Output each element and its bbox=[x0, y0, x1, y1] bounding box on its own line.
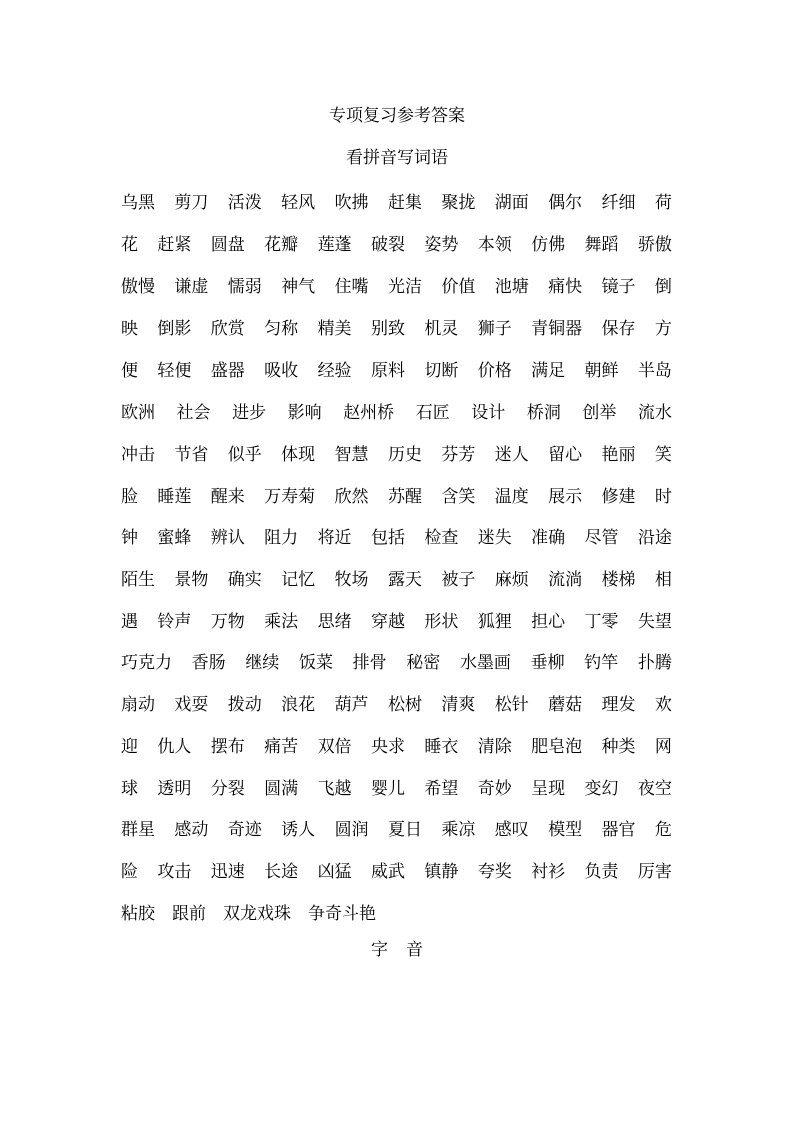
word: 吹拂 bbox=[334, 192, 369, 213]
word: 本领 bbox=[477, 234, 512, 255]
word: 满足 bbox=[531, 360, 566, 381]
word: 芬芳 bbox=[441, 444, 476, 465]
word: 节省 bbox=[174, 444, 209, 465]
text-line bbox=[121, 397, 672, 423]
word: 扑腾 bbox=[637, 652, 672, 673]
word: 水墨画 bbox=[459, 652, 511, 673]
word: 排骨 bbox=[352, 652, 387, 673]
word: 争奇斗艳 bbox=[308, 903, 376, 924]
word: 似乎 bbox=[227, 444, 262, 465]
word: 光洁 bbox=[387, 276, 422, 297]
word: 池塘 bbox=[494, 276, 529, 297]
word: 秘密 bbox=[406, 652, 441, 673]
word: 铃声 bbox=[157, 611, 192, 632]
word: 网 bbox=[654, 736, 672, 757]
word: 切断 bbox=[424, 360, 459, 381]
word: 仿佛 bbox=[531, 234, 566, 255]
word: 扇动 bbox=[121, 694, 155, 715]
word: 痛快 bbox=[548, 276, 583, 297]
word: 仇人 bbox=[157, 736, 192, 757]
word: 辨认 bbox=[210, 527, 245, 548]
word: 留心 bbox=[548, 444, 583, 465]
word: 荷 bbox=[654, 192, 672, 213]
word: 石匠 bbox=[415, 402, 450, 423]
word: 舞蹈 bbox=[584, 234, 619, 255]
word: 被子 bbox=[441, 569, 476, 590]
word: 智慧 bbox=[334, 444, 369, 465]
text-line bbox=[121, 522, 672, 548]
word: 历史 bbox=[387, 444, 422, 465]
word: 分裂 bbox=[210, 778, 245, 799]
word: 桥洞 bbox=[526, 402, 561, 423]
word: 含笑 bbox=[441, 486, 476, 507]
word: 景物 bbox=[174, 569, 209, 590]
word: 继续 bbox=[245, 652, 280, 673]
word: 迎 bbox=[121, 736, 138, 757]
word: 狮子 bbox=[477, 318, 512, 339]
word: 露天 bbox=[387, 569, 422, 590]
word: 奇妙 bbox=[477, 778, 512, 799]
word: 痛苦 bbox=[264, 736, 299, 757]
word: 器官 bbox=[601, 819, 636, 840]
word: 镜子 bbox=[601, 276, 636, 297]
word: 匀称 bbox=[264, 318, 299, 339]
word: 乌黑 bbox=[121, 192, 155, 213]
word: 清爽 bbox=[441, 694, 476, 715]
word: 迷失 bbox=[477, 527, 512, 548]
word: 睡衣 bbox=[424, 736, 459, 757]
word: 别致 bbox=[370, 318, 405, 339]
word: 清除 bbox=[477, 736, 512, 757]
word: 睡莲 bbox=[157, 486, 192, 507]
word: 葫芦 bbox=[334, 694, 369, 715]
word: 包括 bbox=[370, 527, 405, 548]
word: 诱人 bbox=[281, 819, 316, 840]
word: 乘法 bbox=[264, 611, 299, 632]
word: 欢 bbox=[654, 694, 672, 715]
word: 钟 bbox=[121, 527, 138, 548]
word: 夸奖 bbox=[477, 861, 512, 882]
word: 相 bbox=[654, 569, 672, 590]
word: 湖面 bbox=[494, 192, 529, 213]
word: 轻风 bbox=[281, 192, 316, 213]
word: 半岛 bbox=[637, 360, 672, 381]
word: 双龙戏珠 bbox=[223, 903, 291, 924]
word: 笑 bbox=[654, 444, 672, 465]
text-line bbox=[121, 229, 672, 255]
word: 准确 bbox=[531, 527, 566, 548]
word: 谦虚 bbox=[174, 276, 209, 297]
word: 钓竿 bbox=[584, 652, 619, 673]
text-line bbox=[121, 439, 672, 465]
word: 肥皂泡 bbox=[531, 736, 583, 757]
word: 攻击 bbox=[157, 861, 192, 882]
text-line bbox=[121, 689, 672, 715]
word: 映 bbox=[121, 318, 138, 339]
word: 蜜蜂 bbox=[157, 527, 192, 548]
word: 展示 bbox=[548, 486, 583, 507]
word: 拨动 bbox=[227, 694, 262, 715]
word: 姿势 bbox=[424, 234, 459, 255]
word: 花 bbox=[121, 234, 138, 255]
word: 失望 bbox=[637, 611, 672, 632]
word: 险 bbox=[121, 861, 138, 882]
word: 时 bbox=[654, 486, 672, 507]
word: 流水 bbox=[637, 402, 672, 423]
word: 浪花 bbox=[281, 694, 316, 715]
word: 夏日 bbox=[387, 819, 422, 840]
word: 进步 bbox=[232, 402, 267, 423]
text-line bbox=[121, 271, 672, 297]
word: 原料 bbox=[370, 360, 405, 381]
text-line bbox=[121, 856, 672, 882]
word: 模型 bbox=[548, 819, 583, 840]
word: 懦弱 bbox=[227, 276, 262, 297]
word: 欣赏 bbox=[210, 318, 245, 339]
word: 希望 bbox=[424, 778, 459, 799]
word: 检查 bbox=[424, 527, 459, 548]
word: 呈现 bbox=[531, 778, 566, 799]
text-line bbox=[121, 814, 672, 840]
word: 万物 bbox=[210, 611, 245, 632]
text-line bbox=[121, 773, 672, 799]
word: 负责 bbox=[584, 861, 619, 882]
word: 精美 bbox=[317, 318, 352, 339]
word: 衬衫 bbox=[531, 861, 566, 882]
word: 破裂 bbox=[370, 234, 405, 255]
word: 长途 bbox=[264, 861, 299, 882]
word: 香肠 bbox=[191, 652, 226, 673]
word: 蘑菇 bbox=[548, 694, 583, 715]
word: 体现 bbox=[281, 444, 316, 465]
word: 青铜器 bbox=[531, 318, 583, 339]
word: 理发 bbox=[601, 694, 636, 715]
text-line bbox=[121, 898, 672, 924]
text-line bbox=[121, 647, 672, 673]
word: 婴儿 bbox=[370, 778, 405, 799]
word: 朝鲜 bbox=[584, 360, 619, 381]
text-line bbox=[121, 606, 672, 632]
word: 种类 bbox=[601, 736, 636, 757]
word: 倒影 bbox=[157, 318, 192, 339]
document-title: 专项复习参考答案 bbox=[329, 106, 465, 126]
word: 社会 bbox=[176, 402, 211, 423]
word: 冲击 bbox=[121, 444, 155, 465]
word: 感动 bbox=[174, 819, 209, 840]
word: 厉害 bbox=[637, 861, 672, 882]
word: 偶尔 bbox=[548, 192, 583, 213]
word: 吸收 bbox=[264, 360, 299, 381]
word: 创举 bbox=[582, 402, 617, 423]
word: 变幻 bbox=[584, 778, 619, 799]
word: 价格 bbox=[477, 360, 512, 381]
word: 脸 bbox=[121, 486, 138, 507]
word: 牧场 bbox=[334, 569, 369, 590]
text-line bbox=[121, 313, 672, 339]
word: 奇迹 bbox=[227, 819, 262, 840]
word: 经验 bbox=[317, 360, 352, 381]
word: 形状 bbox=[424, 611, 459, 632]
word: 麻烦 bbox=[494, 569, 529, 590]
word: 双倍 bbox=[317, 736, 352, 757]
word: 央求 bbox=[370, 736, 405, 757]
word: 穿越 bbox=[370, 611, 405, 632]
word: 狐狸 bbox=[477, 611, 512, 632]
word: 摆布 bbox=[210, 736, 245, 757]
word: 机灵 bbox=[424, 318, 459, 339]
word: 遇 bbox=[121, 611, 138, 632]
word: 阻力 bbox=[264, 527, 299, 548]
word: 粘胶 bbox=[121, 903, 155, 924]
word: 圆润 bbox=[334, 819, 369, 840]
word: 巧克力 bbox=[121, 652, 172, 673]
word: 记忆 bbox=[281, 569, 316, 590]
text-line bbox=[121, 481, 672, 507]
word: 倒 bbox=[654, 276, 672, 297]
word: 修建 bbox=[601, 486, 636, 507]
word: 欧洲 bbox=[121, 402, 155, 423]
word: 神气 bbox=[281, 276, 316, 297]
word: 透明 bbox=[157, 778, 192, 799]
word: 迷人 bbox=[494, 444, 529, 465]
word: 迅速 bbox=[210, 861, 245, 882]
word: 温度 bbox=[494, 486, 529, 507]
text-line bbox=[121, 187, 672, 213]
word: 戏耍 bbox=[174, 694, 209, 715]
word: 飞越 bbox=[317, 778, 352, 799]
section-heading: 字音 bbox=[371, 940, 441, 960]
word: 影响 bbox=[287, 402, 322, 423]
word: 球 bbox=[121, 778, 138, 799]
word: 威武 bbox=[370, 861, 405, 882]
word: 聚拢 bbox=[441, 192, 476, 213]
word: 担心 bbox=[531, 611, 566, 632]
word: 乘凉 bbox=[441, 819, 476, 840]
word: 苏醒 bbox=[387, 486, 422, 507]
word: 沿途 bbox=[637, 527, 672, 548]
word: 价值 bbox=[441, 276, 476, 297]
word: 花瓣 bbox=[264, 234, 299, 255]
word: 方 bbox=[654, 318, 672, 339]
word: 将近 bbox=[317, 527, 352, 548]
word: 群星 bbox=[121, 819, 155, 840]
word: 赶集 bbox=[387, 192, 422, 213]
section-subtitle: 看拼音写词语 bbox=[346, 148, 448, 168]
text-line bbox=[121, 355, 672, 381]
word: 镇静 bbox=[424, 861, 459, 882]
word: 感叹 bbox=[494, 819, 529, 840]
word: 纤细 bbox=[601, 192, 636, 213]
word: 赵州桥 bbox=[343, 402, 395, 423]
word: 傲慢 bbox=[121, 276, 155, 297]
word: 思绪 bbox=[317, 611, 352, 632]
word: 跟前 bbox=[172, 903, 206, 924]
word: 设计 bbox=[471, 402, 506, 423]
word: 确实 bbox=[227, 569, 262, 590]
word: 楼梯 bbox=[601, 569, 636, 590]
word: 圆满 bbox=[264, 778, 299, 799]
word: 轻便 bbox=[157, 360, 192, 381]
word: 陌生 bbox=[121, 569, 155, 590]
word: 艳丽 bbox=[601, 444, 636, 465]
word: 圆盘 bbox=[210, 234, 245, 255]
text-line bbox=[121, 731, 672, 757]
word: 尽管 bbox=[584, 527, 619, 548]
word: 夜空 bbox=[637, 778, 672, 799]
word: 危 bbox=[654, 819, 672, 840]
word: 流淌 bbox=[548, 569, 583, 590]
word: 骄傲 bbox=[637, 234, 672, 255]
word: 活泼 bbox=[227, 192, 262, 213]
word: 丁零 bbox=[584, 611, 619, 632]
word: 保存 bbox=[601, 318, 636, 339]
word: 垂柳 bbox=[530, 652, 565, 673]
word: 赶紧 bbox=[157, 234, 192, 255]
word: 住嘴 bbox=[334, 276, 369, 297]
word: 醒来 bbox=[210, 486, 245, 507]
word: 万寿菊 bbox=[264, 486, 316, 507]
word: 欣然 bbox=[334, 486, 369, 507]
word: 松树 bbox=[387, 694, 422, 715]
word: 凶猛 bbox=[317, 861, 352, 882]
word: 松针 bbox=[494, 694, 529, 715]
word: 便 bbox=[121, 360, 138, 381]
word: 剪刀 bbox=[174, 192, 209, 213]
word: 盛器 bbox=[210, 360, 245, 381]
word: 莲蓬 bbox=[317, 234, 352, 255]
word: 饭菜 bbox=[298, 652, 333, 673]
text-line bbox=[121, 564, 672, 590]
